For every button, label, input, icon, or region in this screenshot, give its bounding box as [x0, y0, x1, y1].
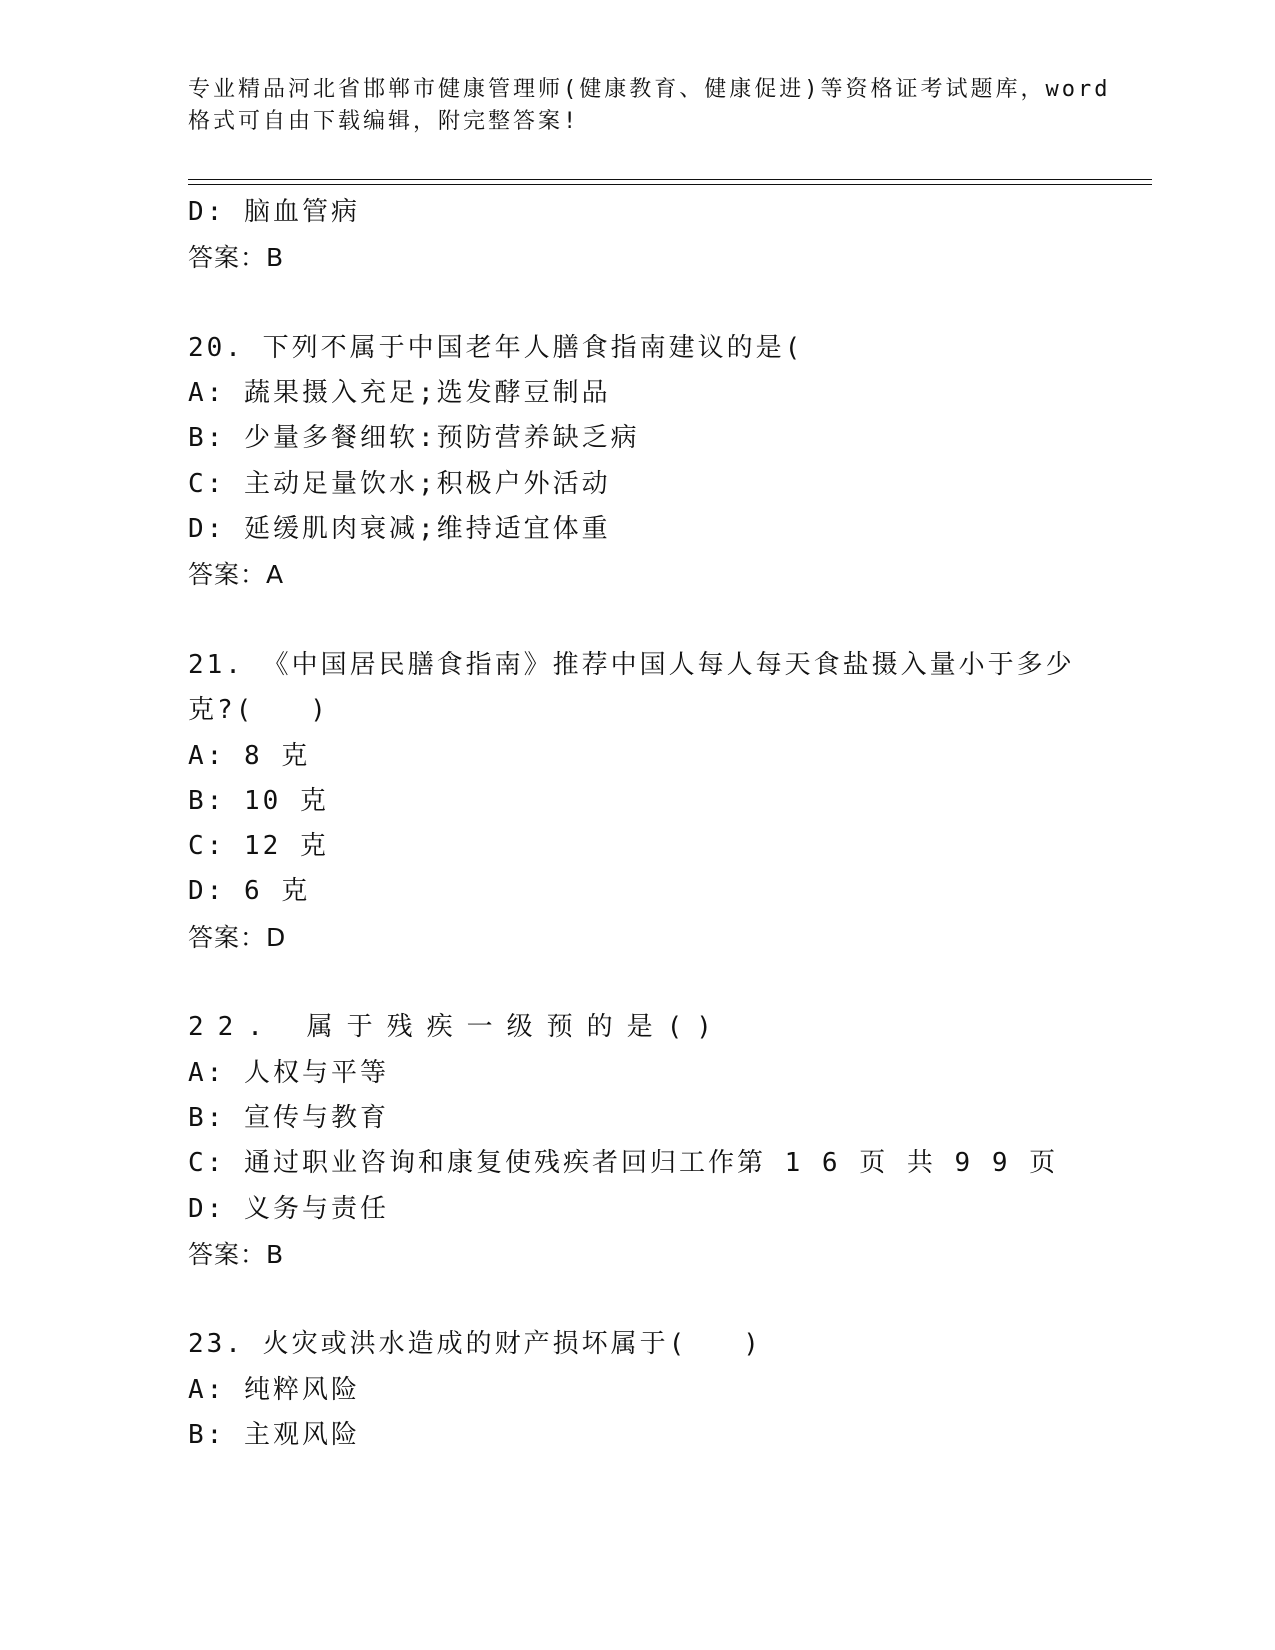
spacer — [188, 281, 1148, 326]
question-21 — [188, 643, 1148, 960]
q23-option-a: A: 纯粹风险 — [188, 1374, 360, 1405]
q19-option-d: D: 脑血管病 — [188, 197, 360, 227]
q22-option-c: C: 通过职业咨询和康复使残疾者回归工作第 1 6 页 共 9 9 页 — [188, 1148, 1059, 1179]
header-line-1: 专业精品河北省邯郸市健康管理师(健康教育、健康促进)等资格证考试题库，word — [188, 77, 1111, 102]
q20-stem: 20. 下列不属于中国老年人膳食指南建议的是( — [188, 332, 804, 363]
q21-option-a: A: 8 克 — [188, 740, 311, 771]
question-23 — [188, 1322, 1148, 1458]
q22-stem: 22. 属于残疾一级预的是() — [188, 1012, 726, 1043]
question-20 — [188, 326, 1148, 598]
header-divider-top — [188, 179, 1152, 180]
q21-option-d: D: 6 克 — [188, 876, 311, 907]
q21-option-c: C: 12 克 — [188, 831, 329, 862]
q21-stem-line-2: 克?( ) — [188, 695, 329, 726]
q19-answer: 答案：B — [188, 243, 285, 273]
q22-answer: 答案：B — [188, 1239, 285, 1269]
q21-option-b: B: 10 克 — [188, 785, 329, 816]
q21-answer: 答案：D — [188, 922, 287, 952]
q20-option-a: A: 蔬果摄入充足;选发酵豆制品 — [188, 378, 611, 409]
q20-answer: 答案：A — [188, 560, 285, 590]
q20-option-d: D: 延缓肌肉衰减;维持适宜体重 — [188, 514, 611, 545]
q20-option-b: B: 少量多餐细软:预防营养缺乏病 — [188, 423, 640, 454]
question-22 — [188, 1005, 1148, 1277]
q22-option-a: A: 人权与平等 — [188, 1057, 389, 1088]
spacer — [188, 960, 1148, 1005]
header-line-2: 格式可自由下载编辑，附完整答案! — [188, 109, 580, 134]
spacer — [188, 598, 1148, 643]
q20-option-c: C: 主动足量饮水;积极户外活动 — [188, 468, 611, 499]
question-19-tail — [188, 190, 1148, 281]
q22-option-d: D: 义务与责任 — [188, 1193, 389, 1224]
q22-option-b: B: 宣传与教育 — [188, 1102, 389, 1133]
q21-stem-line-1: 21. 《中国居民膳食指南》推荐中国人每人每天食盐摄入量小于多少 — [188, 649, 1075, 680]
spacer — [188, 1277, 1148, 1322]
q23-stem: 23. 火灾或洪水造成的财产损坏属于( ) — [188, 1329, 762, 1360]
page-header — [188, 74, 1111, 138]
question-list — [188, 190, 1148, 1458]
q23-option-b: B: 主观风险 — [188, 1420, 360, 1451]
header-divider-bottom — [188, 184, 1152, 185]
